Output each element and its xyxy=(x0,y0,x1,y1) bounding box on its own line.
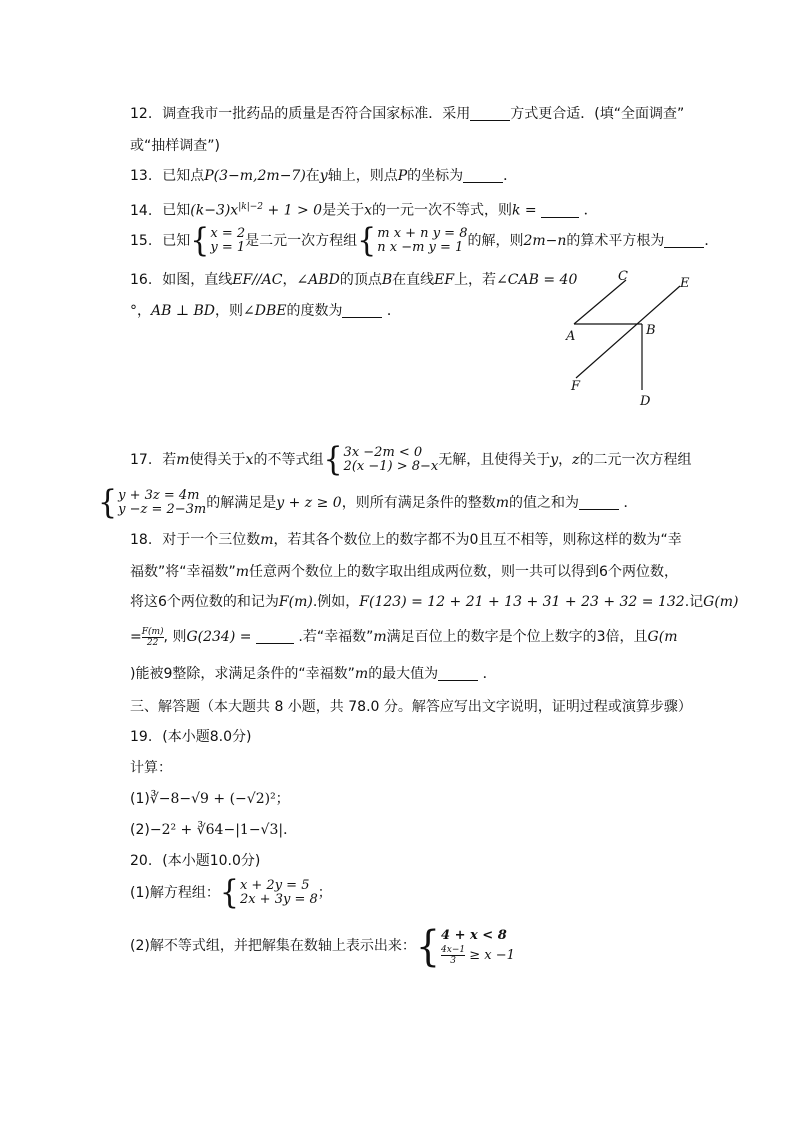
question-19-header: 19. (本小题8.0分) xyxy=(130,729,252,745)
question-17-line-2: { y + 3z = 4m y −z = 2−3m 的解满足是y + z ≥ 0，则所有满足条件的整数m的值之和为 ． xyxy=(98,483,638,522)
question-20-header: 20. (本小题10.0分) xyxy=(130,853,261,869)
question-12-line-1: 12. 调查我市一批药品的质量是否符合国家标准．采用 方式更合适．(填“全面调查” xyxy=(130,106,685,122)
inequality-system: { 3x −2m < 0 2(x −1) > 8−x xyxy=(323,440,439,479)
question-14: 14. 已知$(k-3)x^{|k|-2} + 1 > 0$是关于x的一元一次不等式，则k = ． xyxy=(130,202,598,219)
question-16-line-1: 16. 如图，直线EF//AC，∠ABD的顶点B在直线EF上，若∠CAB = 40 xyxy=(130,272,578,288)
answer-blank xyxy=(579,495,619,510)
label-e: E xyxy=(680,276,690,291)
question-18-line-2: 福数”将“幸福数”m任意两个数位上的数字取出组成两位数，则一共可以得到6个两位数， xyxy=(130,564,678,580)
line-ef xyxy=(576,286,680,378)
answer-blank xyxy=(470,106,510,121)
question-17-line-1: 17. 若m使得关于x的不等式组 { 3x −2m < 0 2(x −1) > 8−x 无解，且使得关于y，z的二元一次方程组 xyxy=(130,440,692,479)
segment-ac xyxy=(574,280,626,324)
question-15: 15. 已知 { x = 2 y = 1 是二元一次方程组 { m x + n y = 8 n x −m y = 1 的解，则2m−n的算术平方根为 ． xyxy=(130,221,719,260)
section-three-title: 三、解答题（本大题共 8 小题，共 78.0 分。解答应写出文字说明，证明过程或演算步骤） xyxy=(130,699,692,715)
answer-blank xyxy=(541,203,579,218)
question-20-part-1: (1)解方程组： { x + 2y = 5 2x + 3y = 8 ； xyxy=(130,873,332,912)
label-b: B xyxy=(646,323,656,338)
answer-blank xyxy=(463,168,503,183)
answer-blank xyxy=(438,666,478,681)
geometry-figure xyxy=(560,262,700,412)
answer-blank xyxy=(342,303,382,318)
question-20-part-2: (2)解不等式组，并把解集在数轴上表示出来： { 4 + x < 8 $\frac{4x-1}{3}$ ≥ x −1 xyxy=(130,921,515,971)
question-19-part-1: (1)∛−8−√9 + (−√2)²； xyxy=(130,791,290,807)
question-18-line-4: = $\frac{F(m)}{22}$ , 则G(234) = .若“幸福数”m满足百位上的数字是个位上数字的3倍，且G(m xyxy=(130,626,678,648)
question-18-line-1: 18. 对于一个三位数m，若其各个数位上的数字都不为0且互不相等，则称这样的数为“幸 xyxy=(130,532,682,548)
answer-blank xyxy=(664,233,704,248)
question-18-line-3: 将这6个两位数的和记为F(m).例如，F(123) = 12 + 21 + 13 + 31 + 23 + 32 = 132.记G(m) xyxy=(130,594,739,610)
label-a: A xyxy=(566,329,576,344)
equation-system: { x + 2y = 5 2x + 3y = 8 xyxy=(219,873,318,912)
question-16-line-2: °，AB ⊥ BD，则∠DBE的度数为 ． xyxy=(130,303,401,319)
question-13: 13. 已知点P(3−m,2m−7)在y轴上，则点P的坐标为 ． xyxy=(130,168,518,184)
answer-blank xyxy=(256,629,294,644)
fraction: $\frac{F(m)}{22}$ xyxy=(141,626,164,648)
question-number: 12. xyxy=(130,106,153,122)
fraction: $\frac{4x-1}{3}$ xyxy=(441,944,466,966)
label-c: C xyxy=(618,269,628,284)
equation-system: { m x + n y = 8 n x −m y = 1 xyxy=(357,221,468,260)
solution-system: { x = 2 y = 1 xyxy=(190,221,246,260)
question-19-part-2: (2)−2² + ∛64−|1−√3|． xyxy=(130,822,298,838)
equation-system: { y + 3z = 4m y −z = 2−3m xyxy=(98,483,207,522)
inequality-system: { 4 + x < 8 $\frac{4x-1}{3}$ ≥ x −1 xyxy=(415,921,515,971)
question-19-prompt: 计算： xyxy=(130,760,172,776)
question-18-line-5: )能被9整除，求满足条件的“幸福数”m的最大值为 ． xyxy=(130,666,497,682)
label-f: F xyxy=(571,379,581,394)
question-12-line-2: 或“抽样调查”) xyxy=(130,138,220,154)
label-d: D xyxy=(640,394,651,409)
